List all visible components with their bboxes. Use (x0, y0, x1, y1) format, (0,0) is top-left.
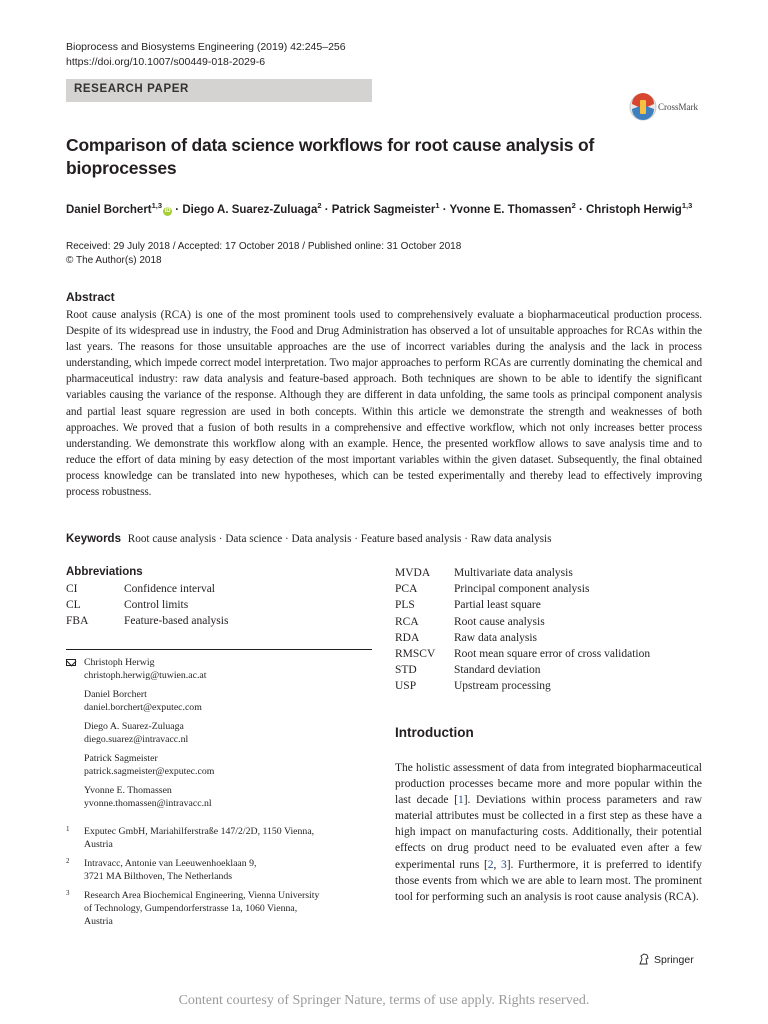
abbreviation-term: RDA (395, 631, 420, 644)
affiliation-number: 1 (66, 825, 70, 833)
intro-text-part: ]. Deviations within process parameters and raw material attributes must be collected in a first step as these have a high impact on manufacturing costs. Additionally, their potential effects on drug product need to be evaluated even after a few experimental runs [ (395, 794, 703, 871)
paper-title: Comparison of data science workflows for root cause analysis of bioprocesses (66, 135, 595, 178)
citation-link[interactable]: 2 (487, 858, 494, 871)
contact-email[interactable]: christoph.herwig@tuwien.ac.at (84, 669, 207, 681)
introduction-heading: Introduction (395, 725, 474, 740)
affiliation-line: of Technology, Gumpendorferstrasse 1a, 1060 Vienna, (84, 903, 298, 914)
keywords (66, 533, 552, 545)
contact-name: Patrick Sagmeister (84, 753, 158, 764)
abbreviation-row (66, 581, 215, 597)
publication-dates (66, 240, 461, 267)
intro-text-part: , (493, 858, 501, 871)
contact-entry (84, 753, 386, 778)
affiliation-entry (66, 857, 366, 883)
contact-email[interactable]: diego.suarez@intravacc.nl (84, 733, 189, 745)
abbreviation-term: STD (395, 664, 417, 677)
email-icon (66, 659, 76, 666)
intro-text-part: ]. Furthermore, it is preferred to identify those events from which we are able to learn most. The prominent tool for performing such an analysis is root cause analysis (RCA). (395, 858, 703, 903)
abstract-heading: Abstract (66, 290, 115, 304)
abbreviation-row (395, 678, 551, 694)
abbreviation-definition: Confidence interval (124, 583, 216, 595)
abbreviation-definition: Raw data analysis (454, 631, 538, 644)
contact-entry (84, 721, 386, 746)
author-separator: · (321, 203, 332, 216)
introduction-text (395, 760, 702, 905)
affiliation-number: 2 (66, 857, 70, 865)
contact-entry (84, 689, 386, 714)
contact-name: Yvonne E. Thomassen (84, 785, 172, 796)
abbreviation-definition: Root cause analysis (454, 615, 545, 628)
abbreviation-definition: Multivariate data analysis (454, 567, 573, 579)
crossmark-icon (628, 92, 706, 122)
abbreviation-term: CL (66, 599, 81, 612)
author-affiliation-ref: 2 (571, 201, 576, 210)
abbreviation-row (66, 597, 188, 613)
abbreviation-row (395, 646, 650, 662)
abbreviation-definition: Principal component analysis (454, 583, 590, 596)
abbreviation-term: USP (395, 680, 417, 693)
article-type-label: RESEARCH PAPER (74, 83, 189, 95)
abbreviations-heading: Abbreviations (66, 566, 143, 578)
citation-link[interactable]: 1 (457, 794, 464, 807)
journal-name: Bioprocess and Biosystems Engineering (2019) 42:245–256 (66, 41, 346, 53)
affiliation-line: Intravacc, Antonie van Leeuwenhoeklaan 9, (84, 858, 257, 869)
affiliation-entry (66, 825, 366, 851)
author-affiliation-ref: 1 (435, 201, 440, 210)
contact-name: Diego A. Suarez-Zuluaga (84, 721, 184, 732)
contact-email[interactable]: patrick.sagmeister@exputec.com (84, 765, 215, 777)
publisher-name: Springer (654, 954, 694, 966)
contact-email[interactable]: yvonne.thomassen@intravacc.nl (84, 797, 212, 809)
affiliation-number: 3 (66, 889, 70, 897)
author-separator: · (439, 203, 450, 216)
abbreviation-definition: Upstream processing (454, 680, 551, 693)
abbreviation-term: RMSCV (395, 648, 436, 660)
keywords-label: Keywords (66, 533, 121, 545)
contact-email[interactable]: daniel.borchert@exputec.com (84, 701, 202, 713)
abbreviation-row (395, 614, 545, 630)
affiliation-line: Exputec GmbH, Mariahilferstraße 147/2/2D, 1150 Vienna, (84, 826, 315, 837)
keywords-text: Root cause analysis · Data science · Data analysis · Feature based analysis · Raw data analysis (127, 533, 552, 545)
crossmark-label: CrossMark (658, 102, 698, 112)
author-separator: · (172, 203, 183, 216)
abbreviation-definition: Root mean square error of cross validation (454, 648, 651, 660)
abbreviation-term: PCA (395, 583, 418, 596)
author-name[interactable]: Patrick Sagmeister (331, 203, 436, 216)
author-affiliation-ref: 2 (317, 201, 322, 210)
crossmark-button[interactable] (628, 92, 706, 122)
abbreviation-term: PLS (395, 599, 415, 612)
copyright-line: © The Author(s) 2018 (66, 254, 162, 266)
springer-horse-icon (638, 953, 650, 965)
contact-name: Christoph Herwig (84, 657, 155, 668)
author-name[interactable]: Yvonne E. Thomassen (449, 203, 572, 216)
abbreviation-definition: Standard deviation (454, 664, 541, 677)
affiliation-entry (66, 889, 366, 928)
doi-link[interactable]: https://doi.org/10.1007/s00449-018-2029-6 (66, 56, 266, 68)
contact-name: Daniel Borchert (84, 689, 147, 700)
abbreviation-definition: Control limits (124, 599, 189, 612)
author-name[interactable]: Daniel Borchert (66, 203, 152, 216)
abbreviation-row (395, 565, 573, 581)
abbreviation-row (395, 630, 537, 646)
footer-notice: Content courtesy of Springer Nature, terms of use apply. Rights reserved. (178, 993, 590, 1008)
author-separator: · (575, 203, 586, 216)
contact-entry (84, 657, 386, 682)
article-type-banner (66, 79, 372, 102)
author-name[interactable]: Christoph Herwig (586, 203, 682, 216)
abbreviation-term: CI (66, 583, 78, 595)
contact-list (66, 657, 386, 817)
author-name[interactable]: Diego A. Suarez-Zuluaga (182, 203, 318, 216)
citation-link[interactable]: 3 (500, 858, 507, 871)
author-affiliation-ref: 1,3 (151, 201, 163, 210)
journal-citation (66, 40, 346, 70)
abbreviation-row (395, 597, 541, 613)
abstract-text: Root cause analysis (RCA) is one of the most prominent tools used to comprehensively evaluate a biopharmaceutical production process. Despite of its widespread use in industry, the Food and Drug Administration has observed a lot of unsuitable approaches for RCAs within the last years. The reasons for those unsuitable approaches are the use of incorrect variables during the analysis and the lack in process understanding, which impede correct model interpretation. Two major approaches to perform RCAs are currently dominating the chemical and pharmaceutical industry: raw data analysis and feature-based approach. Both techniques are shown to be able to identify the significant variables causing the variance of the response. Although they are different in data unfolding, the same tools as principal component analysis and partial least square regression are used in both concepts. Within this article we demonstrate the strength and weaknesses of both approaches. We proved that a fusion of both results in a comprehensive and effective workflow, which not only increases better process understanding. We demonstrate this workflow along with an example. Hence, the presented workflow allows to save analysis time and to reduce the effort of data mining by easy detection of the most important variables within the given dataset. Subsequently, the final obtained process knowledge can be translated into new hypotheses, which can be tested experimentally and thereby lead to effectively improving process robustness. (66, 309, 702, 499)
affiliation-line: Research Area Biochemical Engineering, Vienna University (84, 890, 320, 901)
orcid-icon[interactable]: iD (164, 207, 171, 214)
divider (66, 649, 372, 650)
publisher-logo (638, 953, 694, 966)
affiliation-line: Austria (84, 916, 113, 927)
abbreviation-definition: Partial least square (454, 599, 541, 612)
abbreviation-row (66, 613, 228, 629)
history-dates: Received: 29 July 2018 / Accepted: 17 October 2018 / Published online: 31 October 2018 (66, 241, 462, 252)
affiliation-line: Austria (84, 839, 113, 850)
intro-text-part: The holistic assessment of data from integrated biopharmaceutical production processes became more and more popular within the last decade [ (395, 762, 702, 807)
abbreviation-term: RCA (395, 615, 419, 628)
contact-entry (84, 785, 386, 810)
abbreviation-row (395, 662, 541, 678)
affiliation-line: 3721 MA Bilthoven, The Netherlands (84, 871, 233, 882)
author-list (66, 201, 692, 216)
author-affiliation-ref: 1,3 (681, 201, 693, 210)
abbreviation-definition: Feature-based analysis (124, 615, 229, 628)
abbreviation-term: FBA (66, 615, 89, 628)
abbreviation-term: MVDA (395, 567, 431, 579)
abbreviation-row (395, 581, 589, 597)
